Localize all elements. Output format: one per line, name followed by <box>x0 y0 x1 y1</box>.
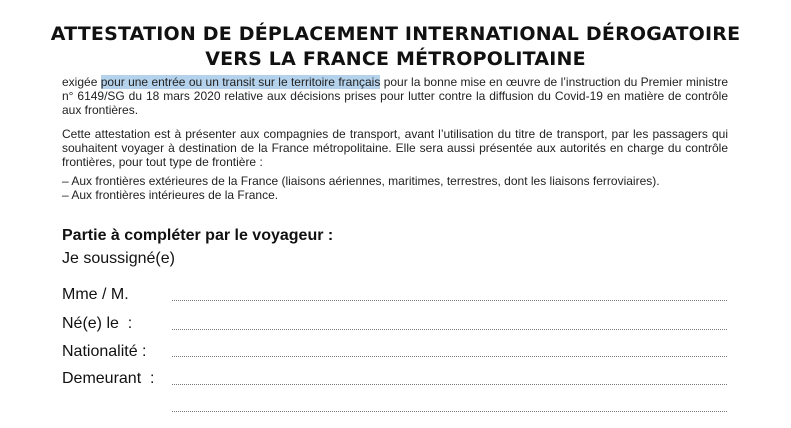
nationality-field-label: Nationalité : <box>62 343 147 360</box>
bullet-internal-borders: – Aux frontières intérieures de la France. <box>62 188 279 202</box>
residence-field-line[interactable] <box>172 384 727 385</box>
birthdate-field-line[interactable] <box>172 329 727 330</box>
residence-field-line-2[interactable] <box>172 411 727 412</box>
name-field-line[interactable] <box>172 300 727 301</box>
residence-field-label: Demeurant : <box>62 370 155 387</box>
nationality-field-line[interactable] <box>172 356 727 357</box>
section-title: Partie à compléter par le voyageur : <box>62 227 334 244</box>
document-title-line-1: ATTESTATION DE DÉPLACEMENT INTERNATIONAL DÉROGATOIRE <box>50 23 741 45</box>
intro-text-after: pour la bonne mise en œuvre de l’instruction du Premier ministre n° 6149/SG du 18 mars 2020 relative aux décisions prises pour lutter contre la diffusion du Covid-19 en matière de contrôle aux frontières. <box>62 75 728 117</box>
undersigned-label: Je soussigné(e) <box>62 250 175 267</box>
intro-text-before: exigée <box>62 75 101 89</box>
birthdate-field-label: Né(e) le : <box>62 315 133 332</box>
name-field-label: Mme / M. <box>62 286 129 303</box>
selected-text-highlight[interactable]: pour une entrée ou un transit sur le territoire français <box>100 75 381 89</box>
transport-paragraph: Cette attestation est à présenter aux compagnies de transport, avant l’utilisation du titre de transport, par les passagers qui souhaitent voyager à destination de la France métropolitaine. Elle sera aussi présentée aux autorités en charge du contrôle frontières, pour tout type de frontière : <box>62 127 728 169</box>
intro-paragraph <box>62 75 728 117</box>
bullet-external-borders: – Aux frontières extérieures de la France (liaisons aériennes, maritimes, terrestres, dont les liaisons ferroviaires). <box>62 174 660 188</box>
document-title-line-2: VERS LA FRANCE MÉTROPOLITAINE <box>205 48 586 70</box>
